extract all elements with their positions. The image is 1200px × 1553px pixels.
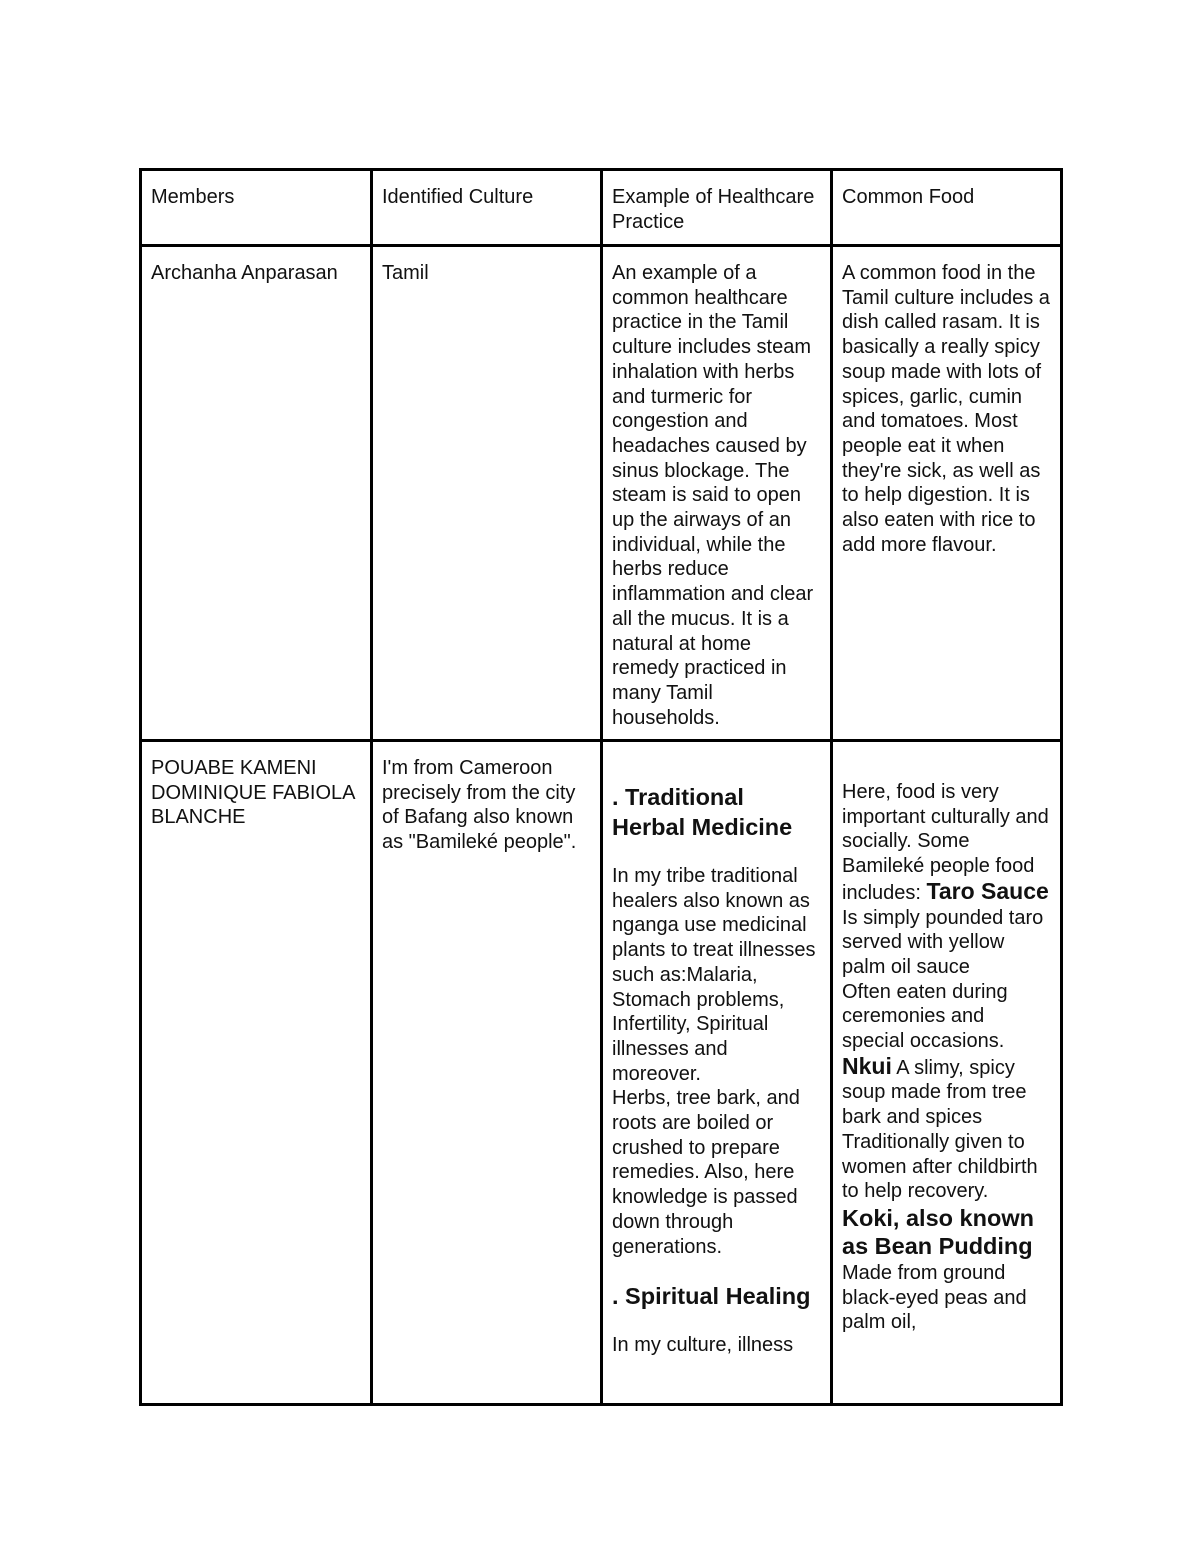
common-food: [832, 741, 1062, 1405]
food-item-name: Nkui: [842, 1052, 892, 1079]
food-item-name: Koki, also known as Bean Pudding: [842, 1204, 1034, 1260]
header-healthcare-practice: Example of Healthcare Practice: [602, 170, 832, 246]
food-item-desc: Is simply pounded taro served with yellow palm oil sauce: [842, 906, 1044, 978]
food-item-desc: A slimy, spicy soup made from tree bark and spices: [842, 1056, 1027, 1129]
header-identified-culture: Identified Culture: [372, 170, 602, 246]
practice-paragraph: In my culture, illness: [612, 1334, 794, 1357]
member-name: POUABE KAMENI DOMINIQUE FABIOLA BLANCHE: [141, 741, 372, 1405]
food-note: Traditionally given to women after childbirth to help recovery.: [842, 1130, 1038, 1203]
table-row: [141, 246, 1062, 741]
food-intro: Here, food is very important culturally and socially. Some Bamileké people food includes: Taro Sauce Is simply pounded taro served with yellow palm oil sauce: [842, 781, 1049, 978]
practice-paragraph: Herbs, tree bark, and roots are boiled or crushed to prepare remedies. Also, here knowledge is passed down through generations.: [612, 1087, 800, 1258]
food-item: [842, 1054, 1051, 1130]
food-item-name: Taro Sauce: [926, 877, 1049, 904]
practice-heading-spiritual: . Spiritual Healing: [612, 1283, 811, 1310]
member-name: Archanha Anparasan: [141, 246, 372, 741]
table-header-row: [141, 170, 1062, 246]
practice-heading-herbal: . Traditional Herbal Medicine: [612, 784, 793, 840]
practice-paragraph: In my tribe traditional healers also known as nganga use medicinal plants to treat illnesses such as:Malaria, Stomach problems, Infertility, Spiritual illnesses and moreover.: [612, 865, 816, 1085]
table-row: [141, 741, 1062, 1405]
healthcare-practice: [602, 741, 832, 1405]
identified-culture: Tamil: [372, 246, 602, 741]
food-item-desc: Made from ground black-eyed peas and palm oil,: [842, 1261, 1027, 1334]
header-common-food: Common Food: [832, 170, 1062, 246]
healthcare-practice: An example of a common healthcare practice in the Tamil culture includes steam inhalation with herbs and turmeric for congestion and headaches caused by sinus blockage. The steam is said to open up the airways of an individual, while the herbs reduce inflammation and clear all the mucus. It is a natural at home remedy practiced in many Tamil households.: [602, 246, 832, 741]
culture-table: [139, 168, 1063, 1406]
common-food: A common food in the Tamil culture includes a dish called rasam. It is basically a really spicy soup made with lots of spices, garlic, cumin and tomatoes. Most people eat it when they're sick, as well as to help digestion. It is also eaten with rice to add more flavour.: [832, 246, 1062, 741]
header-members: Members: [141, 170, 372, 246]
identified-culture: I'm from Cameroon precisely from the city of Bafang also known as "Bamileké people".: [372, 741, 602, 1405]
food-note: Often eaten during ceremonies and special occasions.: [842, 980, 1008, 1053]
